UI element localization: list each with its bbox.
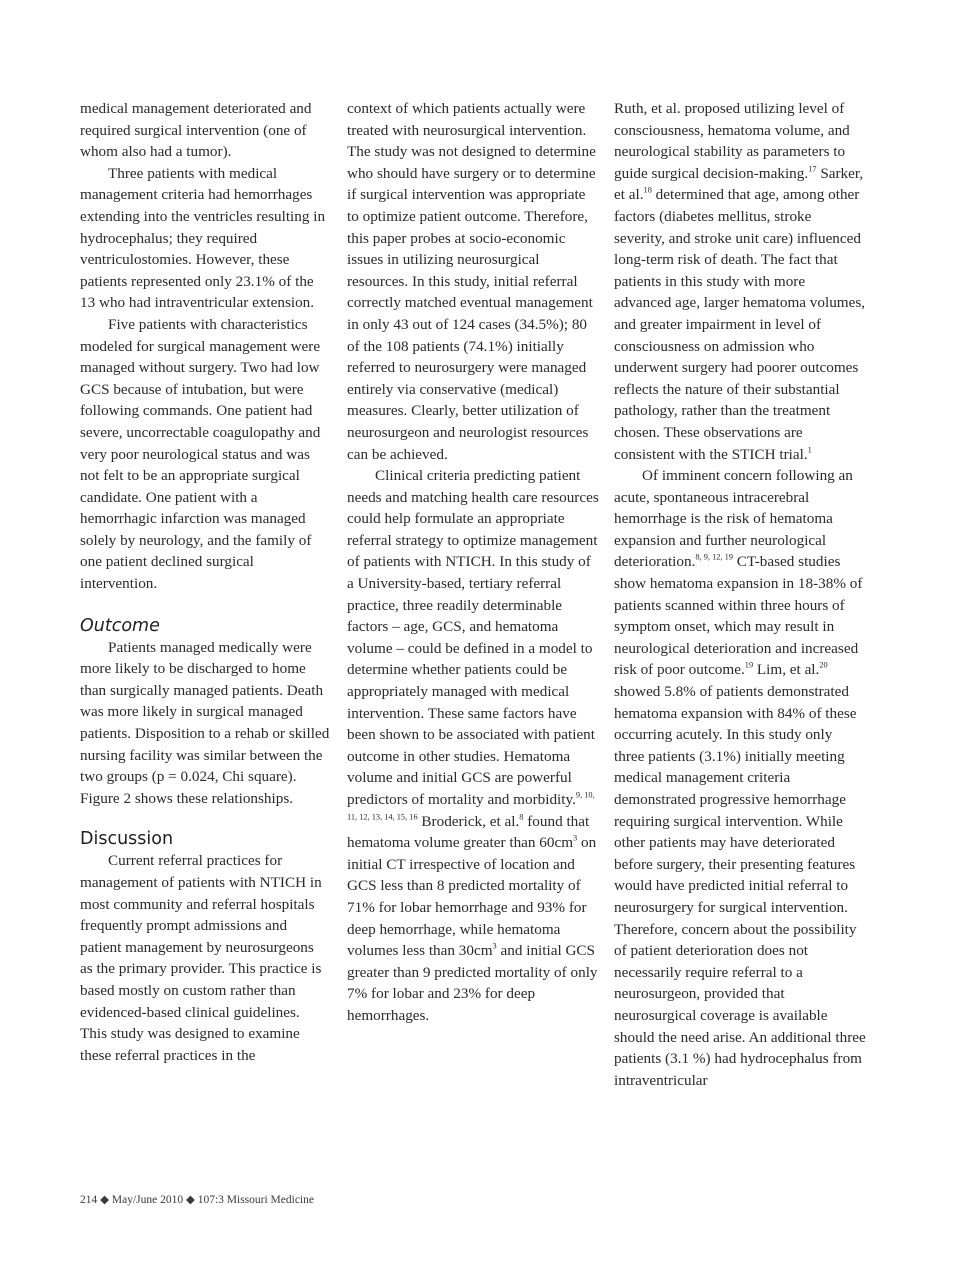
diamond-separator-icon: ◆ [185, 1194, 195, 1206]
text-run: on initial CT irrespective of location and GCS less than 8 predicted mortality of 71% for lobar hemorrhage and 93% for deep hemorrhage, while hematoma volumes less than 30cm [347, 834, 597, 960]
paragraph: medical management deteriorated and required surgical intervention (one of whom also had a tumor). [80, 100, 312, 161]
page-footer [80, 1192, 314, 1206]
text-run: Broderick, et al. [417, 812, 520, 830]
text-column-2 [347, 98, 599, 1027]
citation: 1 [807, 445, 812, 455]
paragraph: Patients managed medically were more likely to be discharged to home than surgically managed patients. Death was more likely in surgical managed patients. Disposition to a rehab or skilled nursing facility was similar between the two groups (p = 0.024, Chi square). Figure 2 shows these relationships. [80, 638, 330, 807]
section-heading-outcome: Outcome [80, 615, 160, 636]
text-run: and initial GCS greater than 9 predicted mortality of only 7% for lobar and 23% for deep hemorrhages. [347, 942, 598, 1024]
paragraph: Three patients with medical management criteria had hemorrhages extending into the ventricles resulting in hydrocephalus; they required ventriculostomies. However, these patients represented only 23.1% of the 13 who had intraventricular extension. [80, 164, 326, 312]
section-heading-discussion: Discussion [80, 829, 174, 850]
text-run: showed 5.8% of patients demonstrated hematoma expansion with 84% of these occurring acutely. In this study only three patients (3.1%) initially meeting medical management criteria demonstrated progressive hemorrhage requiring surgical intervention. While other patients may have deteriorated before surgery, their presenting features would have predicted initial referral to neurosurgery for surgical intervention. Therefore, concern about the possibility of patient deterioration does not necessarily require referral to a neurosurgeon, provided that neurosurgical coverage is available should the need arise. An additional three patients (3.1 %) had hydrocephalus from intraventricular [614, 683, 866, 1089]
citation: 8, 9, 12, 19 [695, 553, 733, 563]
paragraph [614, 465, 866, 1091]
text-run: CT-based studies show hematoma expansion in 18-38% of patients scanned within three hours of symptom onset, which may result in neurological deterioration and increased risk of poor outcome. [614, 553, 863, 679]
page-number: 214 [80, 1194, 98, 1206]
paragraph: context of which patients actually were treated with neurosurgical intervention. The study was not designed to determine who should have surgery or to determine if surgical intervention was appropriate to optimize patient outcome. Therefore, this paper probes at socio-economic issues in utilizing neurosurgical resources. In this study, initial referral correctly matched eventual management in only 43 out of 124 cases (34.5%); 80 of the 108 patients (74.1%) initially referred to neurosurgery were managed entirely via conservative (medical) measures. Clearly, better utilization of neurosurgeon and neurologist resources can be achieved. [347, 100, 596, 463]
paragraph: Current referral practices for management of patients with NTICH in most community and referral hospitals frequently prompt admissions and patient management by neurosurgeons as the primary provider. This practice is based mostly on custom rather than evidenced-based clinical guidelines. This study was designed to examine these referral practices in the [80, 852, 322, 1064]
text-run: Sarker, et al. [614, 164, 864, 204]
text-column-1 [80, 98, 330, 1066]
citation: 18 [643, 186, 652, 196]
issue-date: May/June 2010 [111, 1194, 184, 1206]
paragraph [614, 98, 866, 465]
text-column-3 [614, 98, 866, 1091]
text-run: Clinical criteria predicting patient needs and matching health care resources could help formulate an appropriate referral strategy to optimize management of patients with NTICH. In this study of a University-based, tertiary referral practice, three readily determinable factors – age, GCS, and hematoma volume – could be defined in a model to determine whether patients could be appropriately managed with medical intervention. These same factors have been shown to be associated with patient outcome in other studies. Hematoma volume and initial GCS are powerful predictors of mortality and morbidity. [347, 467, 599, 808]
citation: 8 [519, 812, 524, 822]
superscript: 3 [573, 833, 578, 843]
text-run: Of imminent concern following an acute, spontaneous intracerebral hemorrhage is the risk of hematoma expansion and further neurological deterioration. [614, 467, 853, 571]
citation: 17 [808, 164, 817, 174]
text-run: determined that age, among other factors (diabetes mellitus, stroke severity, and stroke unit care) influenced long-term risk of death. The fact that patients in this study with more advanced age, larger hematoma volumes, and greater impairment in level of consciousness on admission who underwent surgery had poorer outcomes reflects the nature of their substantial pathology, rather than the treatment chosen. These observations are consistent with the STICH trial. [614, 186, 866, 463]
superscript: 3 [492, 941, 497, 951]
citation: 9, 10, 11, 12, 13, 14, 15, 16 [347, 790, 595, 822]
text-run: Ruth, et al. proposed utilizing level of consciousness, hematoma volume, and neurological stability as parameters to guide surgical decision-making. [614, 100, 850, 182]
journal-volume: 107:3 Missouri Medicine [197, 1194, 314, 1206]
citation: 19 [744, 661, 754, 671]
paragraph: Five patients with characteristics modeled for surgical management were managed without surgery. Two had low GCS because of intubation, but were following commands. One patient had severe, uncorrectable coagulopathy and very poor neurological status and was not felt to be an appropriate surgical candidate. One patient with a hemorrhagic infarction was managed solely by neurology, and the family of one patient declined surgical intervention. [80, 315, 321, 593]
paragraph [347, 465, 599, 1026]
citation: 20 [819, 661, 828, 671]
text-run: Lim, et al. [753, 661, 820, 679]
text-run: found that hematoma volume greater than 60cm [347, 812, 590, 852]
diamond-separator-icon: ◆ [100, 1194, 109, 1206]
